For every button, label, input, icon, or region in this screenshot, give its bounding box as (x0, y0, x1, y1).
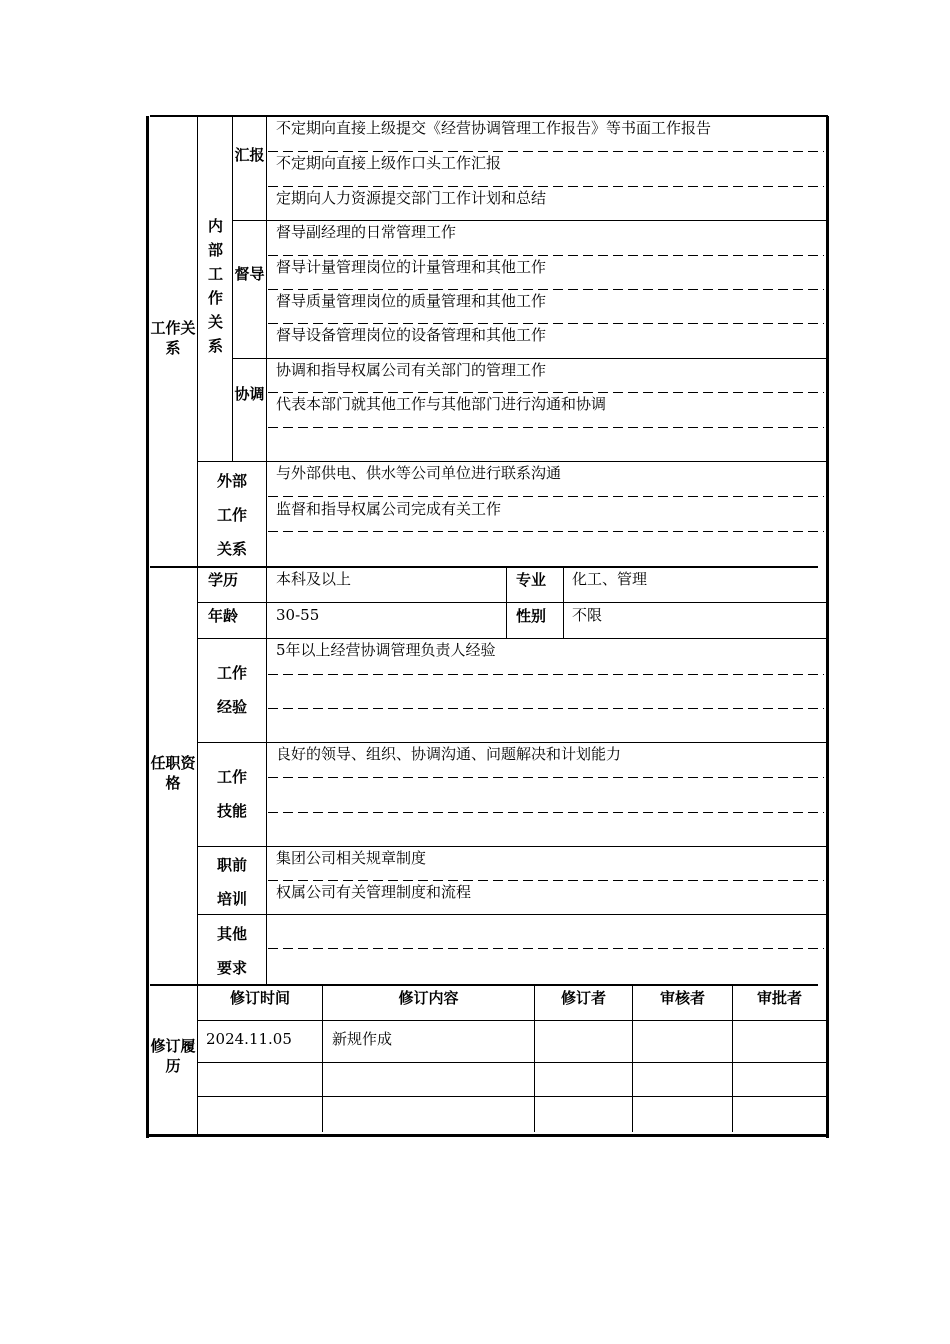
section-divider (150, 566, 818, 568)
row-divider (197, 1096, 826, 1097)
content-column-divider (266, 116, 267, 566)
row-divider (197, 914, 826, 915)
section-title-work-relations: 工作关系 (150, 319, 196, 357)
dashed-line (268, 289, 824, 290)
internal-relations-title (199, 214, 232, 358)
revision-header-reviser: 修订者 (560, 989, 606, 1007)
skills-item: 良好的领导、组织、协调沟通、问题解决和计划能力 (276, 745, 622, 763)
qual-label-divider (266, 566, 267, 984)
dashed-line (268, 427, 824, 428)
internal-title-char: 部 (207, 241, 223, 259)
report-item: 不定期向直接上级作口头工作汇报 (276, 154, 502, 172)
internal-title-char: 内 (207, 217, 223, 235)
age-label: 年龄 (207, 607, 238, 625)
coordinate-item: 代表本部门就其他工作与其他部门进行沟通和协调 (276, 395, 607, 413)
internal-column-divider (232, 116, 233, 462)
experience-label: 工作 经验 (216, 664, 247, 716)
coordinate-label: 协调 (234, 385, 265, 403)
row-divider (197, 602, 826, 603)
external-title-line: 关系 (216, 540, 247, 558)
dashed-line (268, 880, 824, 881)
revision-header-approver: 审批者 (756, 989, 802, 1007)
revision-header-date: 修订时间 (229, 989, 290, 1007)
internal-title-char: 作 (207, 289, 223, 307)
supervise-item: 督导质量管理岗位的质量管理和其他工作 (276, 292, 547, 310)
dashed-line (268, 812, 824, 813)
major-label: 专业 (515, 571, 546, 589)
dashed-line (268, 496, 824, 497)
supervise-label: 督导 (234, 265, 265, 283)
external-item: 监督和指导权属公司完成有关工作 (276, 500, 502, 518)
training-label: 职前 培训 (216, 856, 247, 908)
dashed-line (268, 323, 824, 324)
row-divider (197, 846, 826, 847)
frame-top-border (150, 115, 828, 117)
row-divider (232, 358, 826, 359)
training-item: 权属公司有关管理制度和流程 (276, 883, 472, 901)
major-value: 化工、管理 (572, 570, 648, 588)
external-title-line: 工作 (216, 506, 247, 524)
dashed-line (268, 674, 824, 675)
external-title-line: 外部 (216, 472, 247, 490)
internal-title-char: 工 (207, 265, 223, 283)
dashed-line (268, 777, 824, 778)
external-relations-title (199, 464, 265, 566)
section-title-revision: 修订履历 (150, 1037, 196, 1075)
dashed-line (268, 255, 824, 256)
frame-right-border (826, 116, 829, 1138)
revision-cell-date: 2024.11.05 (206, 1030, 292, 1048)
supervise-item: 督导设备管理岗位的设备管理和其他工作 (276, 326, 547, 344)
internal-title-char: 关 (207, 313, 223, 331)
external-item: 与外部供电、供水等公司单位进行联系沟通 (276, 464, 562, 482)
supervise-item: 督导副经理的日常管理工作 (276, 223, 457, 241)
section-divider (150, 984, 818, 986)
dashed-line (268, 708, 824, 709)
dashed-line (268, 392, 824, 393)
other-label: 其他 要求 (216, 925, 247, 977)
report-label: 汇报 (234, 146, 265, 164)
frame-bottom-border (146, 1134, 828, 1137)
experience-item: 5年以上经营协调管理负责人经验 (276, 641, 496, 659)
skills-label: 工作 技能 (216, 768, 247, 820)
education-value: 本科及以上 (276, 570, 352, 588)
row-divider (197, 461, 826, 462)
gender-label: 性别 (515, 607, 546, 625)
dashed-line (268, 531, 824, 532)
row-divider (197, 1062, 826, 1063)
education-label: 学历 (207, 571, 238, 589)
gender-value: 不限 (572, 606, 603, 624)
report-item: 定期向人力资源提交部门工作计划和总结 (276, 189, 547, 207)
revision-header-checker: 审核者 (659, 989, 705, 1007)
revision-header-content: 修订内容 (398, 989, 459, 1007)
row-divider (197, 638, 826, 639)
dashed-line (268, 186, 824, 187)
section-title-qualifications: 任职资格 (150, 754, 196, 792)
internal-title-char: 系 (207, 337, 223, 355)
age-value: 30-55 (276, 606, 320, 624)
dashed-line (268, 948, 824, 949)
supervise-item: 督导计量管理岗位的计量管理和其他工作 (276, 258, 547, 276)
row-divider (232, 220, 826, 221)
row-divider (197, 1020, 826, 1021)
coordinate-item: 协调和指导权属公司有关部门的管理工作 (276, 361, 547, 379)
row-divider (197, 742, 826, 743)
section-column-divider (197, 116, 198, 1134)
revision-cell-content: 新规作成 (332, 1030, 393, 1048)
training-item: 集团公司相关规章制度 (276, 849, 427, 867)
frame-left-border (146, 116, 149, 1138)
report-item: 不定期向直接上级提交《经营协调管理工作报告》等书面工作报告 (276, 119, 712, 137)
dashed-line (268, 151, 824, 152)
